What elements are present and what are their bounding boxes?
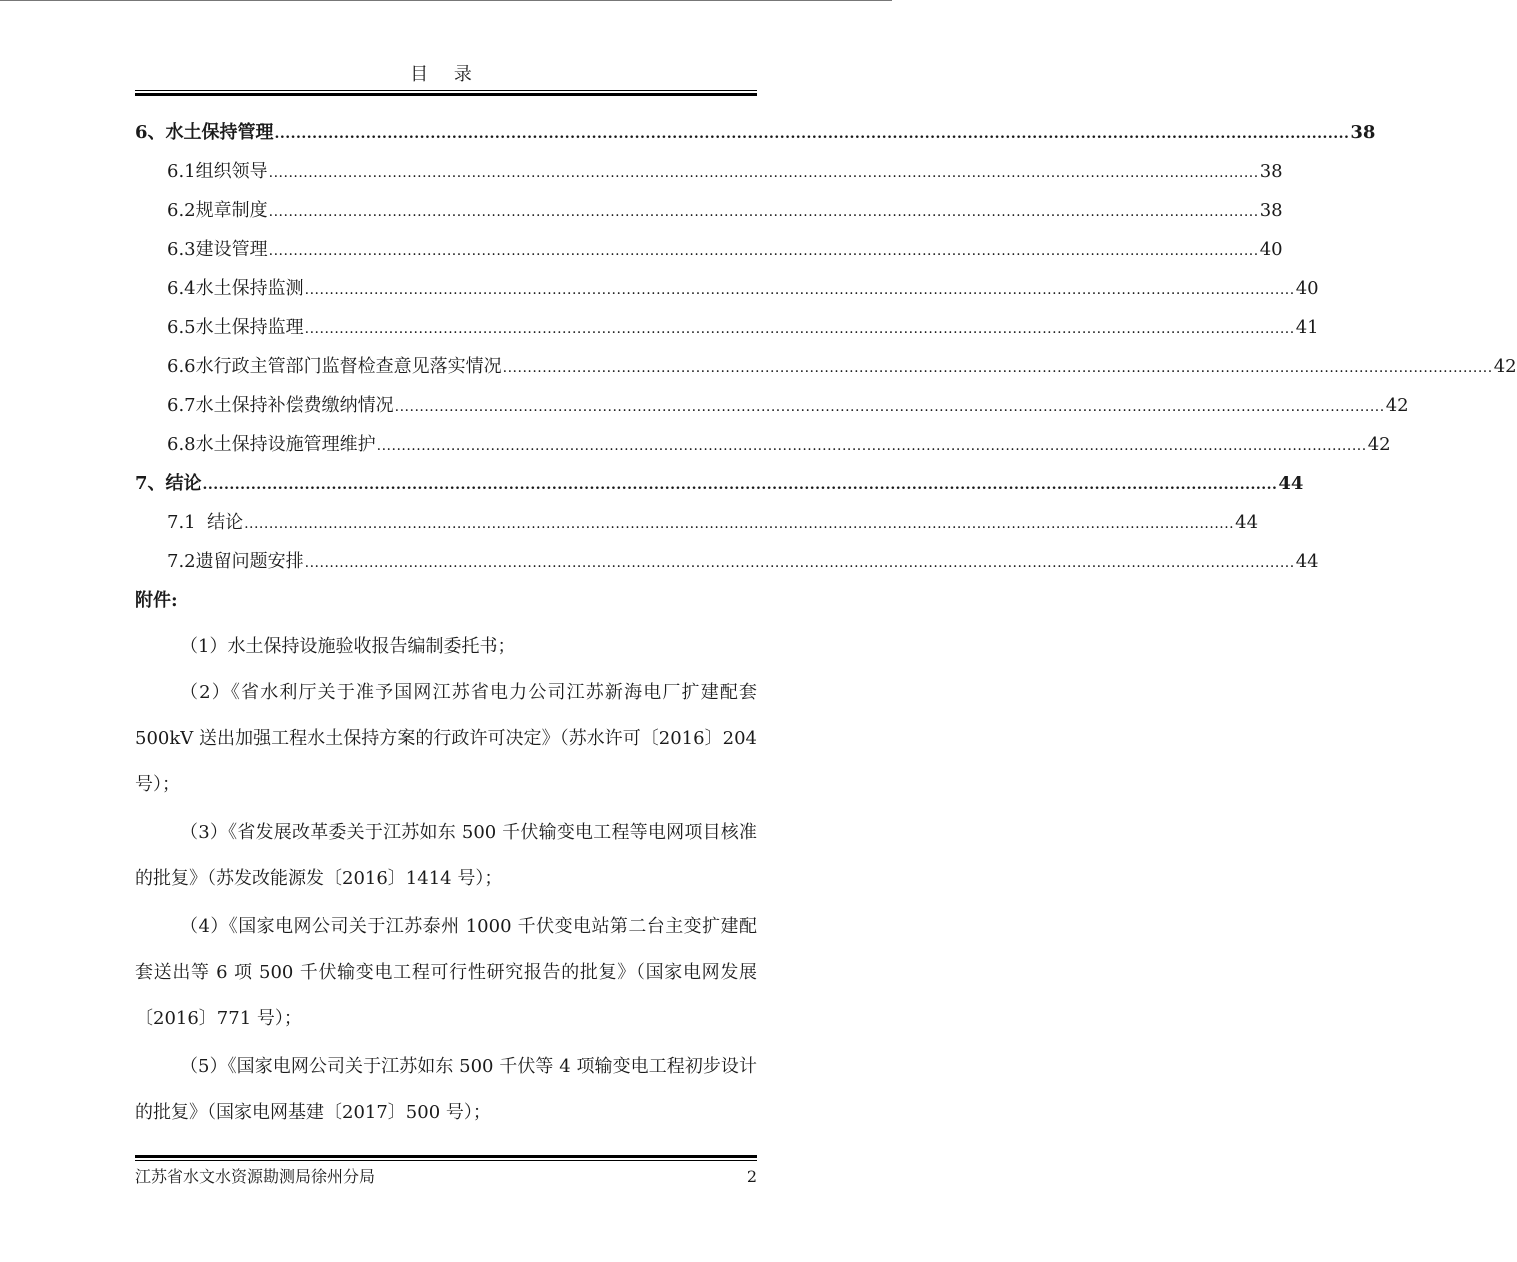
toc-entry[interactable] — [135, 152, 1283, 191]
toc-entry[interactable] — [135, 269, 1319, 308]
toc-entry-title: 建设管理 — [195, 239, 268, 260]
toc-entry[interactable] — [135, 113, 1376, 152]
attachments-heading: 附件: — [135, 590, 178, 611]
toc-entry-number: 7.2 — [167, 551, 196, 572]
toc-entry[interactable] — [135, 347, 1517, 386]
toc-entry[interactable] — [135, 308, 1319, 347]
toc-entry-number: 6.4 — [167, 278, 196, 299]
toc-entry-page: 40 — [1295, 278, 1319, 299]
toc-entry-number: 6、 — [135, 122, 166, 143]
toc-entry-number: 6.6 — [167, 356, 196, 377]
toc-leader-dots: ........................................................................................................................................................................................................ — [202, 477, 1278, 493]
toc-entry-page: 42 — [1385, 395, 1409, 416]
toc-leader-dots: ........................................................................................................................................................................................................ — [274, 126, 1350, 142]
attachment-item-5: （5）《国家电网公司关于江苏如东 500 千伏等 4 项输变电工程初步设计的批复》（国家电网基建〔2017〕500 号）； — [135, 1056, 757, 1123]
attachment-item-3: （3）《省发展改革委关于江苏如东 500 千伏输变电工程等电网项目核准的批复》（苏发改能源发〔2016〕1414 号）； — [135, 822, 757, 889]
toc-entry-title: 结论 — [207, 512, 244, 533]
toc-entry-page: 38 — [1259, 200, 1283, 221]
toc-entry[interactable] — [135, 230, 1283, 269]
toc-leader-dots: ........................................................................................................................................................................................................ — [394, 399, 1385, 415]
toc-entry[interactable] — [135, 386, 1409, 425]
page-header-title: 目 录 — [410, 64, 482, 85]
attachment-item-2: （2）《省水利厅关于准予国网江苏省电力公司江苏新海电厂扩建配套 500kV 送出加强工程水土保持方案的行政许可决定》（苏水许可〔2016〕204 号）； — [135, 682, 757, 795]
table-of-contents — [135, 113, 1517, 581]
toc-entry-page: 44 — [1235, 512, 1259, 533]
toc-entry-title: 遗留问题安排 — [195, 551, 304, 572]
toc-entry[interactable] — [135, 191, 1283, 230]
toc-entry-title: 水土保持补偿费缴纳情况 — [195, 395, 394, 416]
header-rule-thick — [135, 93, 757, 96]
toc-entry-page: 44 — [1295, 551, 1319, 572]
toc-entry-title: 规章制度 — [195, 200, 268, 221]
toc-entry-title: 结论 — [165, 473, 202, 494]
toc-entry[interactable] — [135, 464, 1304, 503]
toc-leader-dots: ........................................................................................................................................................................................................ — [502, 360, 1493, 376]
toc-entry-number: 6.3 — [167, 239, 196, 260]
footer-page-number: 2 — [746, 1167, 757, 1186]
attachment-item-1: （1）水土保持设施验收报告编制委托书； — [180, 636, 516, 657]
toc-entry-title: 水土保持设施管理维护 — [195, 434, 376, 455]
toc-leader-dots: ........................................................................................................................................................................................................ — [304, 321, 1295, 337]
toc-leader-dots: ........................................................................................................................................................................................................ — [268, 204, 1259, 220]
page-top-border — [0, 0, 892, 1]
toc-entry-title: 水土保持监测 — [195, 278, 304, 299]
toc-entry-number: 7、 — [135, 473, 166, 494]
toc-entry-page: 38 — [1259, 161, 1283, 182]
toc-entry-title: 组织领导 — [195, 161, 268, 182]
toc-entry-number: 6.5 — [167, 317, 196, 338]
toc-entry-page: 41 — [1295, 317, 1319, 338]
toc-leader-dots: ........................................................................................................................................................................................................ — [268, 165, 1259, 181]
toc-entry-number: 6.1 — [167, 161, 196, 182]
toc-entry-page: 38 — [1350, 122, 1376, 143]
toc-entry[interactable] — [135, 542, 1319, 581]
toc-entry-number: 6.7 — [167, 395, 196, 416]
toc-entry-page: 40 — [1259, 239, 1283, 260]
attachment-item-4: （4）《国家电网公司关于江苏泰州 1000 千伏变电站第二台主变扩建配套送出等 6 项 500 千伏输变电工程可行性研究报告的批复》（国家电网发展〔2016〕771 号）； — [135, 916, 757, 1029]
toc-leader-dots: ........................................................................................................................................................................................................ — [268, 243, 1259, 259]
toc-entry-page: 42 — [1493, 356, 1517, 377]
toc-leader-dots: ........................................................................................................................................................................................................ — [244, 516, 1235, 532]
toc-leader-dots: ........................................................................................................................................................................................................ — [304, 282, 1295, 298]
toc-entry-title: 水行政主管部门监督检查意见落实情况 — [195, 356, 502, 377]
toc-entry-page: 42 — [1367, 434, 1391, 455]
header-rule-thin — [135, 90, 757, 91]
toc-leader-dots: ........................................................................................................................................................................................................ — [376, 438, 1367, 454]
toc-leader-dots: ........................................................................................................................................................................................................ — [304, 555, 1295, 571]
toc-entry-number: 6.8 — [167, 434, 196, 455]
footer-rule-thin — [135, 1160, 757, 1161]
footer-organization: 江苏省水文水资源勘测局徐州分局 — [135, 1167, 376, 1186]
toc-entry-page: 44 — [1278, 473, 1304, 494]
toc-entry-title: 水土保持管理 — [165, 122, 274, 143]
toc-entry-number: 6.2 — [167, 200, 196, 221]
toc-entry[interactable] — [135, 503, 1259, 542]
footer-rule-thick — [135, 1155, 757, 1158]
toc-entry-title: 水土保持监理 — [195, 317, 304, 338]
toc-entry-number: 7.1 — [167, 512, 208, 533]
toc-entry[interactable] — [135, 425, 1391, 464]
